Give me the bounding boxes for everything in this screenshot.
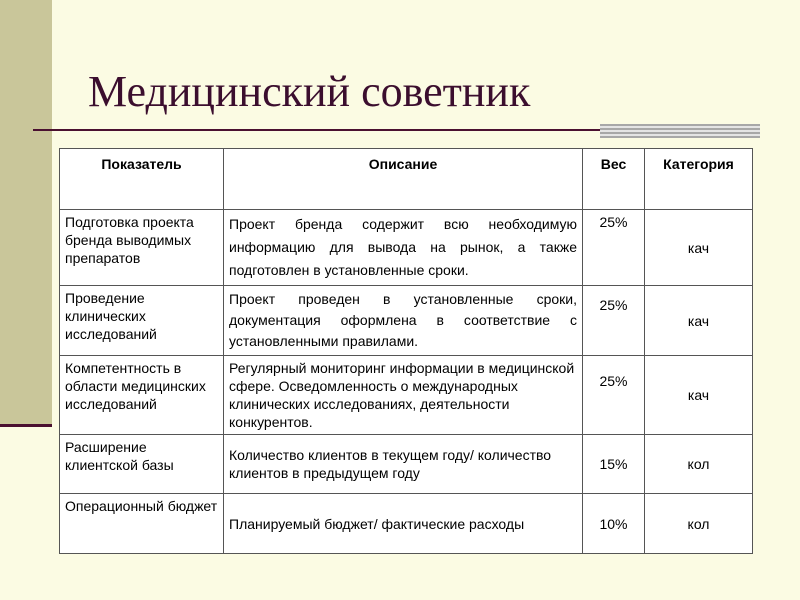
table-row <box>60 494 753 554</box>
table-row <box>60 210 753 286</box>
description-cell: Планируемый бюджет/ фактические расходы <box>224 494 583 554</box>
table-row <box>60 286 753 356</box>
weight-cell: 25% <box>583 210 645 286</box>
table-header-row <box>60 149 753 210</box>
category-cell: кач <box>645 210 753 286</box>
indicator-cell: Расширение клиентской базы <box>60 435 224 494</box>
kpi-table <box>59 148 753 554</box>
description-cell: Проект бренда содержит всю необходимую информацию для вывода на рынок, а также подготовлен в установленные сроки. <box>224 210 583 286</box>
table-row <box>60 356 753 435</box>
description-cell: Регулярный мониторинг информации в медицинской сфере. Осведомленность о международных клинических исследованиях, деятельности конкурентов. <box>224 356 583 435</box>
description-cell: Количество клиентов в текущем году/ количество клиентов в предыдущем году <box>224 435 583 494</box>
weight-cell: 25% <box>583 356 645 435</box>
category-cell: кол <box>645 494 753 554</box>
left-accent-bar <box>0 0 52 424</box>
table-row <box>60 435 753 494</box>
indicator-cell: Проведение клинических исследований <box>60 286 224 356</box>
title-underline <box>33 129 600 131</box>
header-indicator: Показатель <box>60 149 224 210</box>
decorative-stripe <box>600 124 760 138</box>
slide-title: Медицинский советник <box>88 67 531 116</box>
category-cell: кол <box>645 435 753 494</box>
weight-cell: 25% <box>583 286 645 356</box>
indicator-cell: Подготовка проекта бренда выводимых препаратов <box>60 210 224 286</box>
category-cell: кач <box>645 356 753 435</box>
weight-cell: 10% <box>583 494 645 554</box>
category-cell: кач <box>645 286 753 356</box>
left-accent-rule <box>0 424 52 427</box>
description-cell: Проект проведен в установленные сроки, документация оформлена в соответствие с установленными правилами. <box>224 286 583 356</box>
weight-cell: 15% <box>583 435 645 494</box>
header-category: Категория <box>645 149 753 210</box>
indicator-cell: Компетентность в области медицинских исследований <box>60 356 224 435</box>
indicator-cell: Операционный бюджет <box>60 494 224 554</box>
header-weight: Вес <box>583 149 645 210</box>
header-description: Описание <box>224 149 583 210</box>
